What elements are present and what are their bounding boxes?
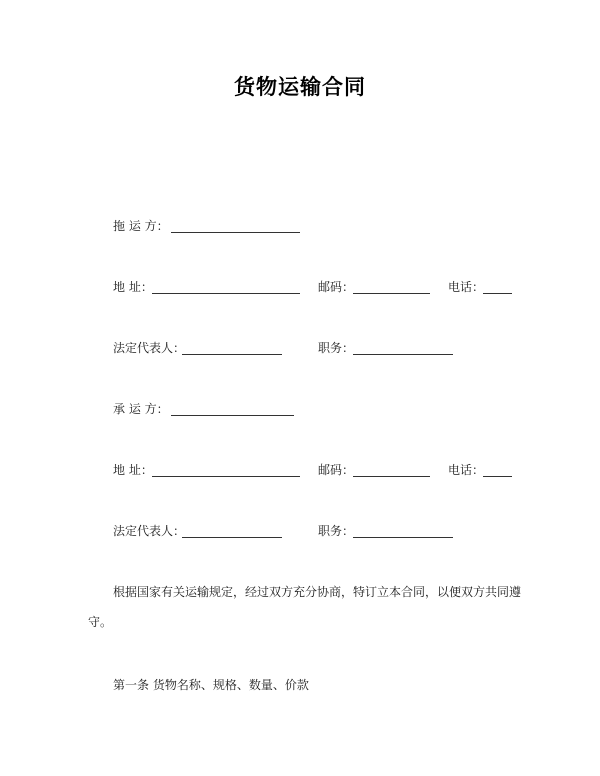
carrier-phone-blank[interactable]	[483, 476, 512, 477]
shipper-phone-label: 电话：	[448, 280, 485, 294]
document-title: 货物运输合同	[234, 75, 366, 99]
carrier-legal-rep-label: 法定代表人：	[113, 524, 186, 538]
carrier-postcode-blank[interactable]	[353, 476, 430, 477]
carrier-party-label: 承 运 方：	[113, 402, 169, 416]
carrier-party-blank[interactable]	[171, 415, 294, 416]
shipper-legal-rep-label: 法定代表人：	[113, 341, 186, 355]
shipper-legal-rep-row	[0, 339, 600, 357]
carrier-address-row	[0, 461, 600, 479]
carrier-legal-rep-row	[0, 522, 600, 540]
carrier-party-row	[0, 400, 600, 418]
shipper-legal-rep-blank[interactable]	[182, 354, 282, 355]
carrier-position-label: 职务：	[318, 524, 355, 538]
shipper-position-blank[interactable]	[353, 354, 453, 355]
carrier-legal-rep-blank[interactable]	[182, 537, 282, 538]
shipper-address-row	[0, 278, 600, 296]
shipper-party-row	[0, 217, 600, 235]
shipper-address-blank[interactable]	[152, 293, 300, 294]
carrier-phone-label: 电话：	[448, 463, 485, 477]
article-1-heading: 第一条 货物名称、规格、数量、价款	[113, 678, 309, 692]
carrier-position-blank[interactable]	[353, 537, 453, 538]
carrier-address-blank[interactable]	[152, 476, 300, 477]
carrier-postcode-label: 邮码：	[318, 463, 355, 477]
shipper-address-label: 地 址：	[113, 280, 153, 294]
shipper-postcode-label: 邮码：	[318, 280, 355, 294]
preamble-line-2: 守。	[88, 615, 113, 629]
preamble-line-1: 根据国家有关运输规定，经过双方充分协商，特订立本合同，以便双方共同遵	[113, 585, 522, 599]
shipper-party-label: 拖 运 方：	[113, 219, 169, 233]
shipper-party-blank[interactable]	[171, 232, 300, 233]
shipper-phone-blank[interactable]	[483, 293, 512, 294]
carrier-address-label: 地 址：	[113, 463, 153, 477]
shipper-position-label: 职务：	[318, 341, 355, 355]
shipper-postcode-blank[interactable]	[353, 293, 430, 294]
